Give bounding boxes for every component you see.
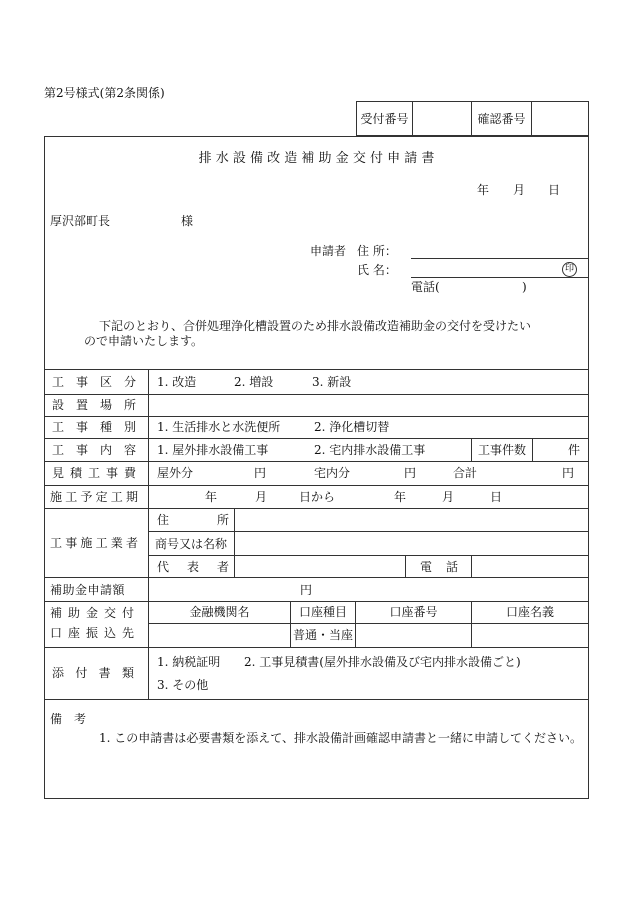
body-text-line2: ので申請いたします。 [84, 334, 204, 348]
applicant-phone-close: ) [522, 280, 527, 294]
account-number-field[interactable] [356, 624, 470, 646]
attachment-item-2[interactable]: 2. 工事見積書(屋外排水設備及び宅内排水設備ごと) [244, 655, 521, 669]
estimate-outdoor-yen[interactable]: 円 [254, 466, 267, 480]
remarks-label: 備 考 [50, 712, 87, 726]
account-name-field[interactable] [472, 624, 588, 646]
applicant-address-line[interactable] [411, 258, 588, 259]
confirmation-number-label: 確認番号 [477, 112, 526, 126]
account-type-value[interactable]: 普通・当座 [292, 628, 353, 642]
work-category-option-3[interactable]: 3. 新設 [312, 375, 352, 389]
attachment-item-3[interactable]: 3. その他 [157, 678, 209, 692]
contractor-phone-field[interactable] [472, 556, 588, 576]
schedule-end-month[interactable]: 月 [442, 490, 455, 504]
schedule-end-day[interactable]: 日 [490, 490, 503, 504]
bank-name-label: 金融機関名 [189, 605, 250, 619]
work-category-option-1[interactable]: 1. 改造 [157, 375, 197, 389]
form-number: 第2号様式(第2条関係) [44, 86, 165, 100]
estimate-total-label: 合計 [453, 466, 478, 480]
remarks-note: 1. この申請書は必要書類を添えて、排水設備計画確認申請書と一緒に申請してください。 [99, 731, 583, 745]
date-day[interactable]: 日 [548, 183, 561, 197]
contractor-address-field[interactable] [235, 509, 588, 530]
bank-label-line2: 口 座 振 込 先 [50, 626, 134, 640]
applicant-label: 申請者 [310, 244, 347, 258]
estimate-label: 見 積 工 事 費 [52, 466, 136, 480]
work-content-label: 工 事 内 容 [52, 443, 136, 457]
applicant-address-label: 住 所： [357, 244, 397, 258]
date-month[interactable]: 月 [513, 183, 526, 197]
body-text-line1: 下記のとおり、合併処理浄化槽設置のため排水設備改造補助金の交付を受けたい [99, 319, 532, 333]
estimate-total-yen[interactable]: 円 [562, 466, 575, 480]
work-type-option-1[interactable]: 1. 生活排水と水洗便所 [157, 420, 281, 434]
work-category-label: 工 事 区 分 [52, 375, 136, 389]
reception-number-label: 受付番号 [360, 112, 409, 126]
work-content-option-1[interactable]: 1. 屋外排水設備工事 [157, 443, 269, 457]
installation-place-label: 設 置 場 所 [52, 398, 136, 412]
estimate-outdoor-label: 屋外分 [157, 466, 194, 480]
work-category-option-2[interactable]: 2. 増設 [234, 375, 274, 389]
estimate-indoor-label: 宅内分 [314, 466, 351, 480]
seal-mark: 印 [562, 262, 577, 277]
subsidy-amount-label: 補助金申請額 [50, 583, 126, 597]
contractor-firm-field[interactable] [235, 532, 588, 554]
subsidy-amount-yen[interactable]: 円 [300, 583, 313, 597]
work-count-label: 工事件数 [477, 443, 526, 457]
contractor-firm-label: 商号又は名称 [155, 537, 228, 551]
schedule-start-day[interactable]: 日から [299, 490, 336, 504]
contractor-phone-label: 電 話 [420, 560, 458, 574]
estimate-indoor-yen[interactable]: 円 [404, 466, 417, 480]
honorific: 様 [181, 214, 194, 228]
contractor-address-label: 住 所 [157, 513, 229, 527]
addressee: 厚沢部町長 [50, 214, 111, 228]
work-type-label: 工 事 種 別 [52, 420, 136, 434]
contractor-representative-field[interactable] [235, 556, 404, 576]
contractor-label: 工 事 施 工 業 者 [50, 536, 138, 550]
work-content-option-2[interactable]: 2. 宅内排水設備工事 [314, 443, 426, 457]
bank-name-field[interactable] [149, 624, 289, 646]
attachment-item-1[interactable]: 1. 納税証明 [157, 655, 221, 669]
attachments-label: 添 付 書 類 [52, 666, 134, 680]
work-type-option-2[interactable]: 2. 浄化槽切替 [314, 420, 390, 434]
account-type-label: 口座種目 [298, 605, 347, 619]
applicant-name-label: 氏 名： [357, 263, 397, 277]
schedule-start-month[interactable]: 月 [255, 490, 268, 504]
date-year[interactable]: 年 [477, 183, 490, 197]
work-count-unit[interactable]: 件 [568, 443, 581, 457]
account-number-label: 口座番号 [389, 605, 438, 619]
contractor-representative-label: 代 表 者 [157, 560, 229, 574]
bank-label-line1: 補 助 金 交 付 [50, 606, 134, 620]
schedule-label: 施 工 予 定 工 期 [50, 490, 138, 504]
applicant-name-line[interactable] [411, 277, 588, 278]
applicant-phone-open[interactable]: 電話( [411, 280, 440, 294]
schedule-end-year[interactable]: 年 [394, 490, 407, 504]
account-name-label: 口座名義 [505, 605, 554, 619]
form-title: 排 水 設 備 改 造 補 助 金 交 付 申 請 書 [198, 151, 435, 166]
schedule-start-year[interactable]: 年 [205, 490, 218, 504]
